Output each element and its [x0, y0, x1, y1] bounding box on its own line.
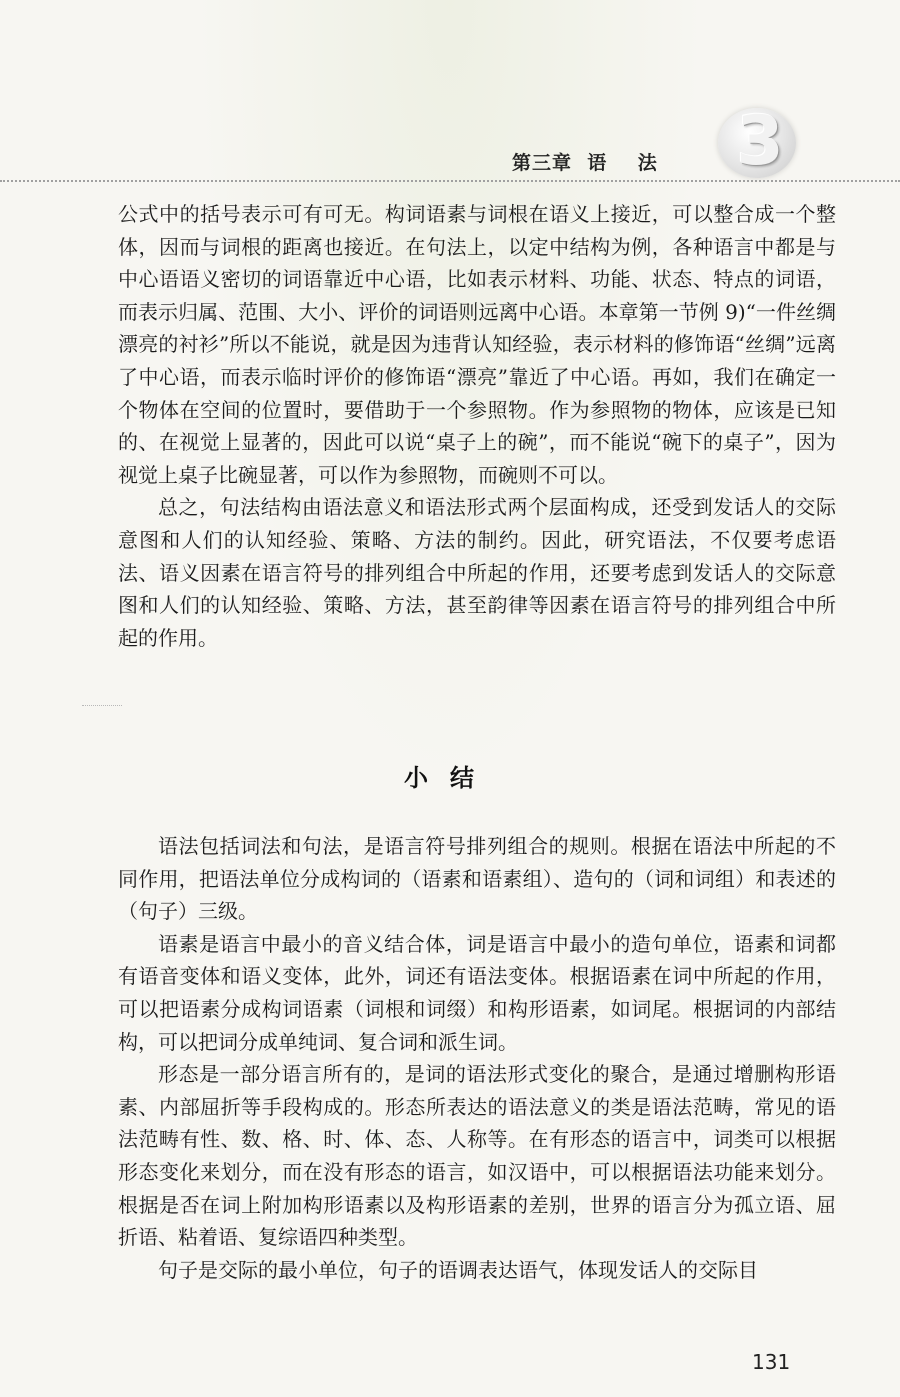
paragraph: 公式中的括号表示可有可无。构词语素与词根在语义上接近，可以整合成一个整体，因而与词根的距离也接近。在句法上，以定中结构为例，各种语言中都是与中心语语义密切的词语靠近中心语，比如表示材料、功能、状态、特点的词语，而表示归属、范围、大小、评价的词语则远离中心语。本章第一节例 9)“一件丝绸漂亮的衬衫”所以不能说，就是因为违背认知经验，表示材料的修饰语“丝绸”远离了中心语，而表示临时评价的修饰语“漂亮”靠近了中心语。再如，我们在确定一个物体在空间的位置时，要借助于一个参照物。作为参照物的物体，应该是已知的、在视觉上显著的，因此可以说“桌子上的碗”，而不能说“碗下的桌子”，因为视觉上桌子比碗显著，可以作为参照物，而碗则不可以。	[118, 202, 836, 487]
section-heading: 小结	[404, 764, 496, 792]
paragraph: 句子是交际的最小单位，句子的语调表达语气，体现发话人的交际目	[158, 1257, 758, 1282]
paragraph: 语素是语言中最小的音义结合体，词是语言中最小的造句单位，语素和词都有语音变体和语义变体，此外，词还有语法变体。根据语素在词中所起的作用，可以把语素分成构词语素（词根和词缀）和构形语素，如词尾。根据词的内部结构，可以把词分成单纯词、复合词和派生词。	[118, 931, 836, 1054]
body-text-top	[118, 198, 836, 654]
page-number: 131	[752, 1350, 791, 1374]
divider	[82, 705, 122, 706]
header-rule	[0, 180, 900, 182]
running-head	[0, 0, 900, 200]
paragraph: 总之，句法结构由语法意义和语法形式两个层面构成，还受到发话人的交际意图和人们的认知经验、策略、方法的制约。因此，研究语法，不仅要考虑语法、语义因素在语言符号的排列组合中所起的作用，还要考虑到发话人的交际意图和人们的认知经验、策略、方法，甚至韵律等因素在语言符号的排列组合中所起的作用。	[118, 495, 836, 650]
paragraph: 形态是一部分语言所有的，是词的语法形式变化的聚合，是通过增删构形语素、内部屈折等手段构成的。形态所表达的语法意义的类是语法范畴，常见的语法范畴有性、数、格、时、体、态、人称等。在有形态的语言中，词类可以根据形态变化来划分，而在没有形态的语言，如汉语中，可以根据语法功能来划分。根据是否在词上附加构形语素以及构形语素的差别，世界的语言分为孤立语、屈折语、粘着语、复综语四种类型。	[118, 1062, 836, 1250]
summary-text	[118, 830, 836, 1286]
chapter-title: 第三章 语 法	[512, 152, 658, 174]
paragraph: 语法包括词法和句法，是语言符号排列组合的规则。根据在语法中所起的不同作用，把语法单位分成构词的（语素和语素组）、造句的（词和词组）和表述的（句子）三级。	[118, 834, 836, 924]
chapter-number: 3	[736, 102, 784, 181]
